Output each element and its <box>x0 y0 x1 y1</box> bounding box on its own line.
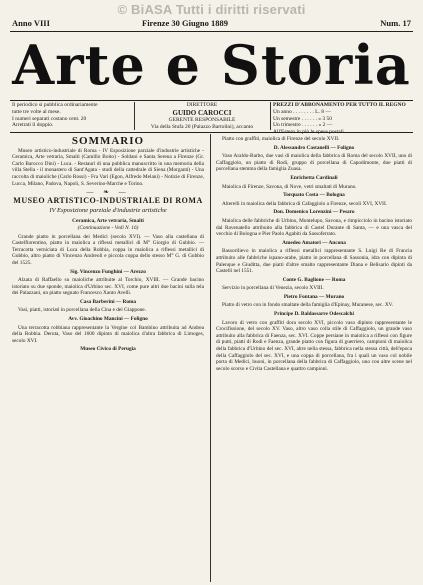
article-continued: (Continuazione - Vedi N. 16) <box>77 224 139 231</box>
article-subheading: IV Esposizione parziale d'industrie artistiche <box>49 207 167 215</box>
article-paragraph: Lavoro di vetro con graffiti dora secolo XVI, piccolo vaso dipinto rappresentante le Crocifissione, del secolo XV. Vaso, altro vaso colla stile di Caffaggiolo, un grande vaso attribuito alla fabbrica di Faenza, sec. XVI. Coppe persiane in maiolica a riflessi con figure di putti, piatti di Rodi e Faenza, grande piatto con figura di guerriero, campioni di maiolica della fabbrica d'Urbino del sec. XVI, altre nella stessa, fabbrica nella stessa città, dell'epoca della Caffaggiolo del sec. XVI, e una coppa di porcellana, fra i quali un vaso col nobile porta di Medici, buoni, in porcellana della fabbrica di Caffaggiolo, uno con altre scene nel secolo scorso e Civita Castellana e quattro campioni. <box>216 319 412 372</box>
director-role: GERENTE RESPONSABILE <box>168 116 236 123</box>
lender-name: Torquato Costa — Bologna <box>283 192 345 199</box>
price-line: Un semestre . . . . . . » 3 50 <box>273 115 332 122</box>
article-paragraph: Alzata di Raffaello su maioliche attribuite al Torchio, XVIII. — Grande bacino istoriato su due sponde, maiolica d'Urbino sec. XVI, come pure altri due bacini sulla tela dei Palazzani, un piatto segnato Francesco Xanto Avelli. <box>12 277 204 297</box>
price-line: All'Estero in più le spese postali <box>273 129 344 136</box>
director-address: Via della Stufa 20 (Palazzo Bartolini), accanto <box>150 123 254 130</box>
article-paragraph: Piatto con graffiti, maiolica di Firenze del secolo XVII. <box>222 136 340 142</box>
notice-line: Arretrati il doppio. <box>12 122 54 129</box>
header-rule <box>10 31 413 32</box>
subscription-notice <box>12 102 132 129</box>
lender-name: Pietro Fontana — Murano <box>283 293 345 300</box>
article-heading: MUSEO ARTISTICO-INDUSTRIALE DI ROMA <box>13 195 203 205</box>
issue-header <box>12 18 411 30</box>
lender-name: Museo Civico di Perugia <box>80 346 136 353</box>
article-paragraph: Una terracotta robbiana rappresentante la Vergine col Bambino attribuita ad Andrea della Robbia. Deruta, Vaso del 1600 dipinto di maiolica d'altra fabbrica di Limoges, secolo XVI. <box>12 324 204 344</box>
article-paragraph: Alterelli in maiolica della fabbrica di Cafaggiolo a Firenze, secoli XVI, XVII. <box>222 200 388 207</box>
sommario-heading: SOMMARIO <box>71 136 145 147</box>
lender-name: Amedeo Amatori — Ancona <box>282 239 346 246</box>
director-label: DIRETTORE <box>186 102 218 108</box>
subhead-rule <box>10 132 413 133</box>
article-paragraph: Maiolica delle fabbriche di Urbino, Montelupo, Savona, e rimpicciolo in bacino istoriato dal Ravenatello attribuito alla fabbrica di Castel Durante di Santa, — e una vasca del vecchio di Bologna e Pier Paolo Agabiti da Sassoferrato. <box>216 217 412 238</box>
subhead-divider <box>270 102 271 130</box>
watermark: © BiASA Tutti i diritti riservati <box>117 2 306 17</box>
price-line: Un trimestre . . . . . . » 2 — <box>273 122 333 129</box>
right-column <box>216 136 412 582</box>
column-divider <box>210 134 211 582</box>
subhead-divider <box>134 102 135 130</box>
lender-name: Don. Domenico Lorenzini — Pesaro <box>273 209 355 216</box>
article-paragraph: Servizio in porcellana di Venezia, secolo XVIII. <box>222 285 324 292</box>
lender-name: Conte G. Baglione — Roma <box>282 276 346 283</box>
director-name: GUIDO CAROCCI <box>172 108 232 117</box>
lender-name: Principe D. Baldassarre Odescalchi <box>274 311 354 318</box>
left-column <box>12 136 204 582</box>
price-line: Un anno . . . . . . . . L. 8 — <box>273 108 331 115</box>
issue-date: Firenze 30 Giugno 1889 <box>142 18 229 28</box>
subscription-prices <box>273 102 413 136</box>
notice-line: tutte tre volte al mese. <box>12 108 61 115</box>
notice-line: Il periodico si pubblica ordinariamente <box>12 102 98 108</box>
article-paragraph: Vaso Araldo-Barbo, due vasi di maiolica della fabbrica di Roma del secolo XVII, uno di Caffaggiolo, un piatto di Rodi, gruppo di porcellana di Capodimonte, due piatti di porcellana stemma della famiglia Zuasa. <box>216 153 412 173</box>
issue-number: Num. 17 <box>380 18 411 28</box>
ornament-divider: — ❧ — <box>86 188 130 197</box>
masthead-rule <box>10 100 413 101</box>
prices-title: PREZZI D'ABBONAMENTO PER TUTTO IL REGNO <box>273 102 406 108</box>
article-section: Ceramica, Arte vetraria, Smalti <box>72 218 144 225</box>
lender-name: D. Alessandro Castanelli — Foligno <box>273 144 355 151</box>
lender-name: Enrichetta Cardinali <box>290 174 338 181</box>
article-paragraph: Maiolica di Firenze, Savona, di Nove, vetri smaltati di Murano. <box>222 183 357 190</box>
issue-year: Anno VIII <box>12 18 50 28</box>
notice-line: I numeri separati costano cent. 20 <box>12 115 87 122</box>
sommario-text: Museo artistico-industriale di Roma - IV Esposizione parziale d'industrie artistiche - Ceramica, Arte vetraria, Smalti (Camillo Boito) - Soldani e Santa Serena a Firenze (Gr. Carlo Barocco Dini) - Luca. - Restauri di una pubblica manuscritto in una memoria della villa Stella - il monastero di Sant'Agata - studi della cattedrale di Siena (Morganti) - Una raccolta di maioliche (Carlo Rossi) - Fra Vari (Egon, Alfredo Melani) - Notizie di Firenze, Lucca, Milano, Padova, Napoli, S. Severino-Marche e Torino. <box>12 147 204 187</box>
masthead-title: Arte e Storia <box>12 33 411 97</box>
article-paragraph: Bassorilievo in maiolica a riflessi metallici rappresentante S. Luigi Re di Francia attribuito alle fabbriche ispano-arabe, piatto in porcellana di Sassonia, idra con dipinta di Palenque e Giuditta, due piatti d'altre smalto rappresentante Diana e Belisario dipinti da Castelli nel 1551. <box>216 248 412 275</box>
article-paragraph: Piatto di vetro con in fondo smaltate della famiglia d'Epinay, Muranese, sec. XV. <box>222 302 394 309</box>
article-paragraph: Grande piatto in porcellana dei Medici (secolo XVI). — Vaso alla castellana di Castelfiorentino, piatto in maiolica a riflessi metallici di M° Giorgio di Gubbio. — Terracotta verniciata di Luca della Robbia, coppa in maiolica a riflessi metallici di Gubbio, altro piatto di Vincenzo Andreoli e piccola coppa dello stesso M° G. di Gubbio del 1525. <box>12 233 204 266</box>
lender-name: Avv. Gioachino Mancini — Foligno <box>68 316 148 323</box>
lender-name: Sig. Vincenzo Funghini — Arezzo <box>70 268 146 275</box>
director-box <box>137 102 267 130</box>
lender-name: Casa Barberini — Roma <box>79 298 137 305</box>
article-paragraph: Vasi, piatti, istoriati in porcellana della Cina e del Giappone. <box>18 307 146 314</box>
